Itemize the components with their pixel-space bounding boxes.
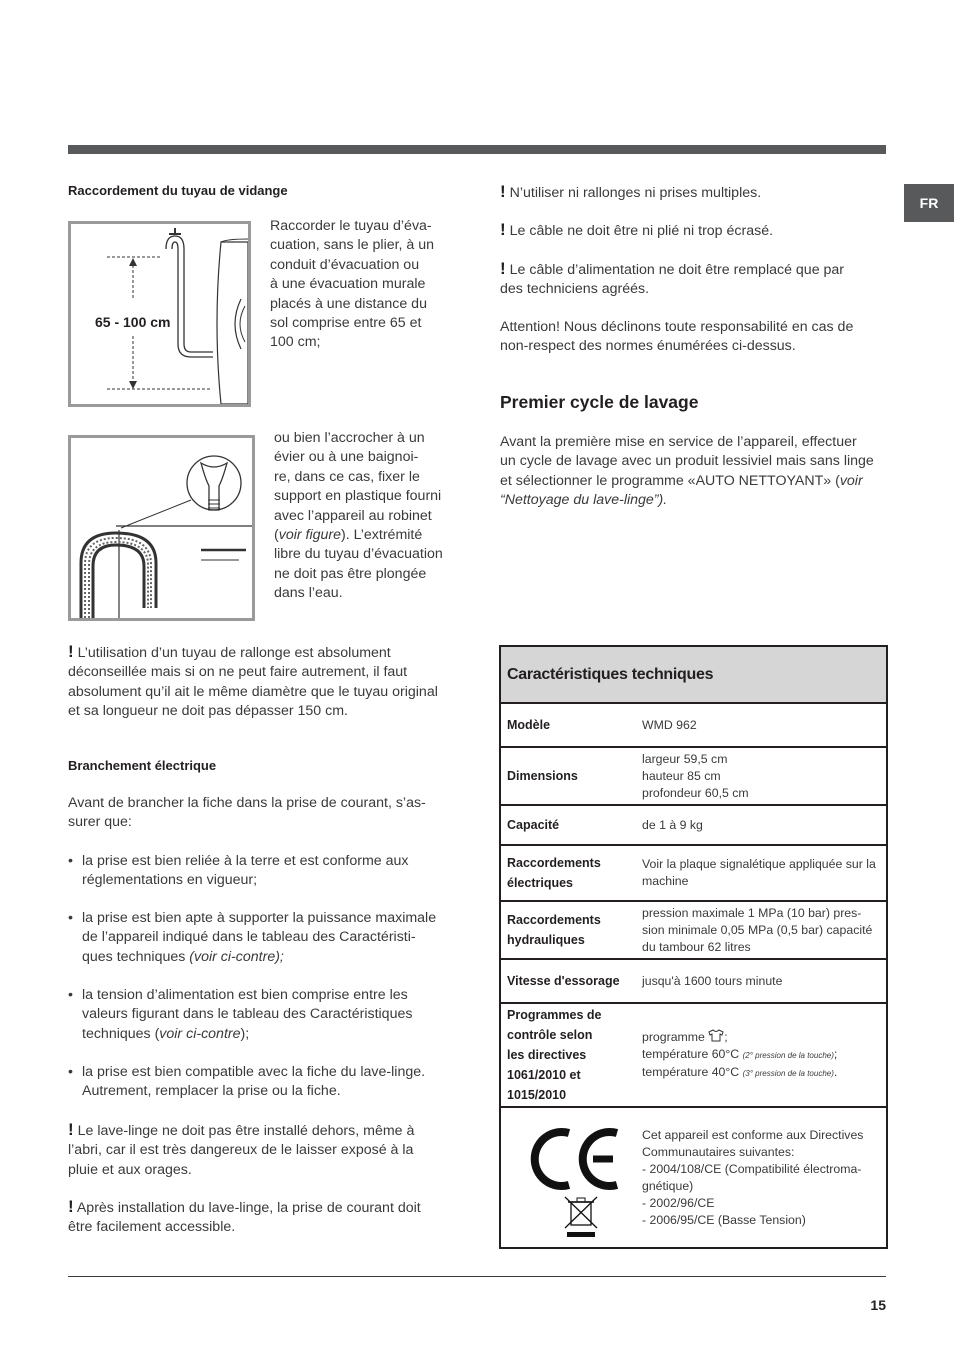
spec-row-capacity: Capacité de 1 à 9 kg — [501, 804, 886, 844]
weee-bin-icon — [565, 1197, 597, 1237]
specs-table — [499, 645, 888, 1249]
bullet-4: • la prise est bien compatible avec la fiche du lave-linge. Autrement, remplacer la prise ou la fiche. — [68, 1064, 426, 1100]
outdoor-warning: ! Le lave-linge ne doit pas être installé dehors, même à l’abri, car il est très dangereux de le laisser exposé à la pluie et aux orages. — [68, 1120, 415, 1178]
electric-heading: Branchement électrique — [68, 758, 217, 773]
height-range-label: 65 - 100 cm — [95, 314, 171, 330]
bullet-2: • la prise est bien apte à supporter la puissance maximale de l’appareil indiqué dans le tableau des Caractéristi- ques techniques (voir ci-contre); — [68, 910, 437, 965]
cable-replace-warning: ! Le câble d’alimentation ne doit être remplacé que par des techniciens agréés. — [500, 259, 845, 298]
bullet-3: • la tension d’alimentation est bien comprise entre les valeurs figurant dans le tableau des Caractéristiques techniques (voir ci-contre); — [68, 987, 413, 1042]
extension-cord-warning: ! N’utiliser ni rallonges ni prises multiples. — [500, 182, 762, 201]
bottom-rule — [68, 1276, 886, 1277]
drain-text-2: ou bien l’accrocher à un évier ou à une baignoi- re, dans ce cas, fixer le support en plastique fourni avec l’appareil au robinet (voir figure). L’extrémité libre du tuyau d’évacuation ne doit pas être plongée dans l’eau. — [274, 430, 443, 602]
first-cycle-text: Avant la première mise en service de l’appareil, effectuer un cycle de lavage avec un produit lessiviel mais sans linge et sélectionner le programme «AUTO NETTOYANT» (voir “Nettoyage du lave-linge”). — [500, 434, 874, 509]
spec-row-electrical: Raccordements électriques Voir la plaque signalétique appliquée sur la machine — [501, 844, 886, 900]
cable-bend-warning: ! Le câble ne doit être ni plié ni trop écrasé. — [500, 220, 774, 239]
extension-warning: ! L’utilisation d’un tuyau de rallonge est absolument déconseillée mais si on ne peut faire autrement, il faut absolument qu’il ait le même diamètre que le tuyau original et sa longueur ne doit pas dépasser 150 cm. — [68, 642, 438, 720]
drain-height-figure — [68, 221, 251, 407]
specs-title: Caractéristiques techniques — [501, 647, 886, 702]
language-tab: FR — [904, 184, 954, 222]
top-divider-bar — [68, 145, 886, 154]
spec-row-hydraulic: Raccordements hydrauliques pression maximale 1 MPa (10 bar) pres- sion minimale 0,05 MPa (0,5 bar) capacité du tambour 62 litres — [501, 900, 886, 958]
warning-icon: ! — [500, 182, 506, 201]
spec-row-programs: Programmes de contrôle selon les directives 1061/2010 et 1015/2010 programme ; température 60°C (2° pression de la touche); température 40°C (3° pression de la touche). — [501, 1002, 886, 1106]
cotton-shirt-icon — [708, 1029, 724, 1042]
warning-icon: ! — [68, 642, 74, 661]
warning-icon: ! — [68, 1197, 74, 1216]
sink-hook-figure — [68, 435, 255, 621]
warning-icon: ! — [500, 259, 506, 278]
sink-hose-illustration — [71, 438, 252, 618]
spec-row-model: Modèle WMD 962 — [501, 702, 886, 746]
bullet-1: • la prise est bien reliée à la terre et est conforme aux réglementations en vigueur; — [68, 853, 409, 889]
page-number: 15 — [870, 1297, 886, 1313]
spec-row-dimensions: Dimensions largeur 59,5 cm hauteur 85 cm profondeur 60,5 cm — [501, 746, 886, 804]
liability-notice: Attention! Nous déclinons toute responsabilité en cas de non-respect des normes énumérées ci-dessus. — [500, 319, 854, 355]
warning-icon: ! — [500, 220, 506, 239]
drain-text-1: Raccorder le tuyau d’éva- cuation, sans le plier, à un conduit d’évacuation ou à une évacuation murale placés à une distance du sol comprise entre 65 et 100 cm; — [270, 218, 435, 351]
drain-heading: Raccordement du tuyau de vidange — [68, 183, 288, 198]
first-cycle-heading: Premier cycle de lavage — [500, 392, 699, 412]
warning-icon: ! — [68, 1120, 74, 1139]
electric-intro: Avant de brancher la fiche dans la prise de courant, s’as- surer que: — [68, 795, 426, 831]
spec-row-spin-speed: Vitesse d'essorage jusqu'à 1600 tours minute — [501, 958, 886, 1002]
access-warning: ! Après installation du lave-linge, la prise de courant doit être facilement accessible. — [68, 1197, 421, 1236]
spec-row-ce: Cet appareil est conforme aux Directives Communautaires suivantes: - 2004/108/CE (Compatibilité électroma- gnétique) - 2002/96/CE - 2006/95/CE (Basse Tension) — [501, 1106, 886, 1247]
ce-mark-icon — [525, 1115, 625, 1240]
